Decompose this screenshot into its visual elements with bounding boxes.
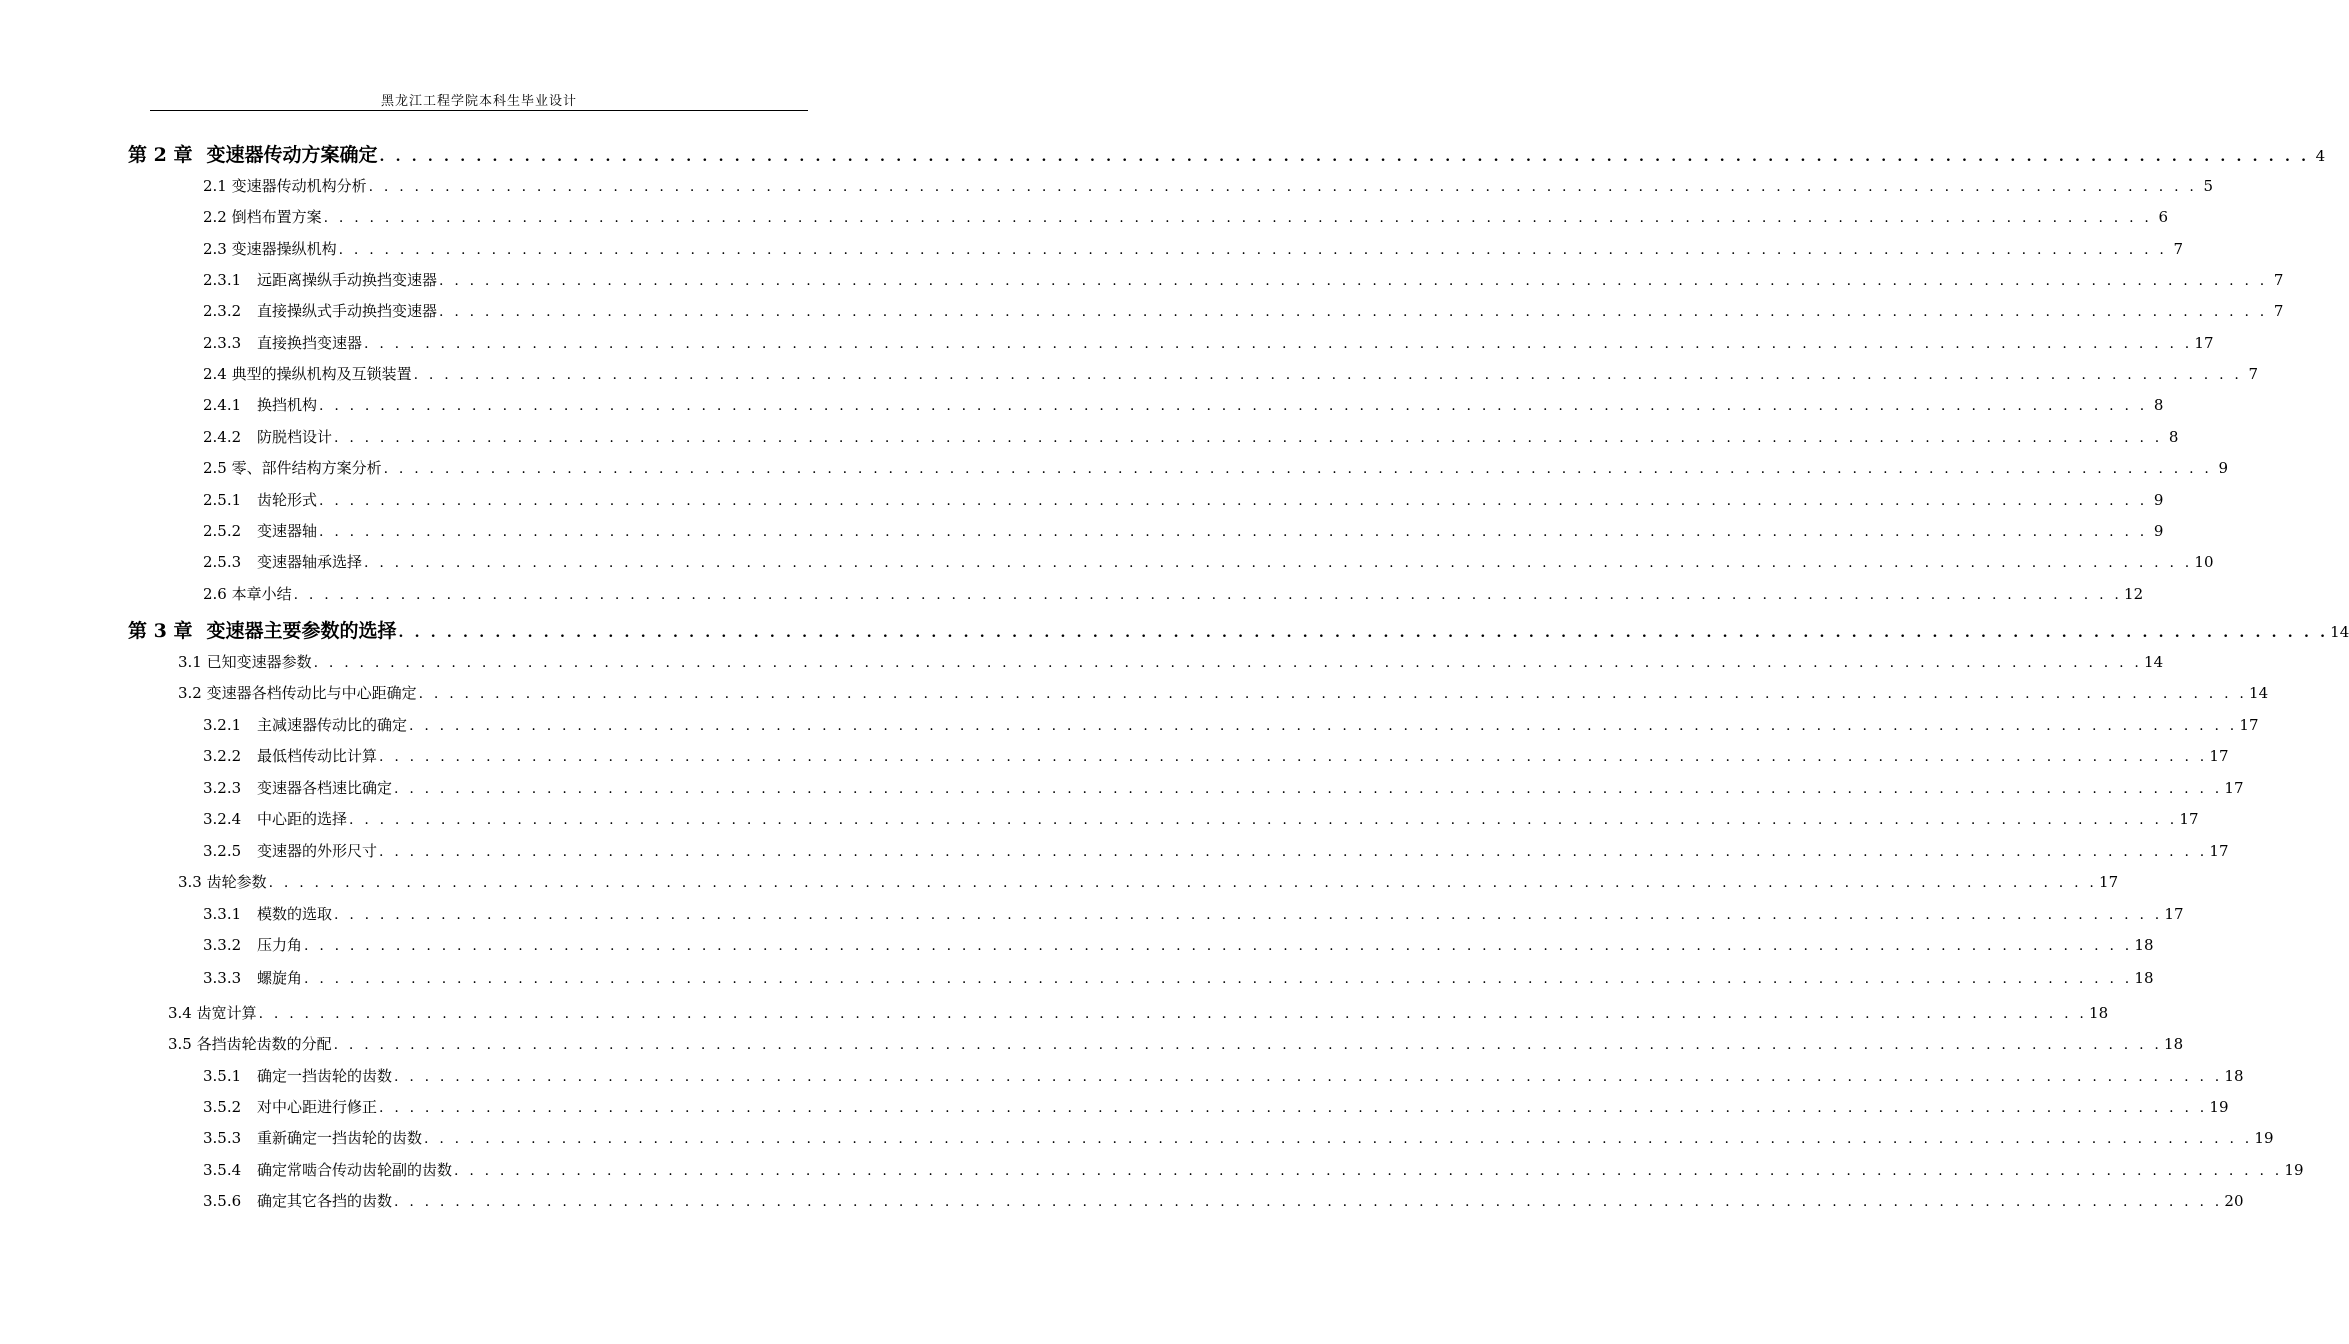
toc-entry-page: 4: [2315, 147, 2326, 165]
toc-entry-page: 18: [2164, 1035, 2184, 1053]
toc-entry[interactable]: [178, 682, 2269, 703]
toc-entry-title: 变速器轴承选择: [257, 553, 363, 571]
toc-entry-title: 2.3 变速器操纵机构: [203, 240, 337, 258]
toc-entry-page: 8: [2168, 428, 2179, 446]
toc-entry[interactable]: [203, 840, 2229, 861]
toc-entry-label: [203, 1127, 422, 1148]
toc-entry[interactable]: [203, 583, 2144, 604]
toc-entry-page: 18: [2134, 969, 2154, 987]
toc-entry-title: 变速器轴: [257, 522, 318, 540]
toc-entry-label: [203, 238, 337, 259]
toc-entry-page: 8: [2153, 396, 2164, 414]
toc-entry-title: 2.5 零、部件结构方案分析: [203, 459, 382, 477]
toc-entry[interactable]: [203, 1127, 2274, 1148]
toc-entry[interactable]: [203, 934, 2154, 955]
toc-entry-number: 3.5.3: [203, 1129, 242, 1147]
toc-entry-number: 3.5.4: [203, 1161, 242, 1179]
toc-entry-page: 17: [2224, 779, 2244, 797]
toc-entry-title: 3.2 变速器各档传动比与中心距确定: [178, 684, 417, 702]
toc-entry-title: 模数的选取: [257, 905, 333, 923]
toc-leader-dots: . . . . . . . . . . . . . . . . . . . . . . . . . . . . . . . . . . . . . . . . . . . . . . . . . . . . . . . . . . . . . . . . . . . . . . . . . . . . . . . . . . . . . . . . . . . . . . . . . . . . . . . . . . . . . . . . . . . . . . . .: [409, 718, 2238, 734]
toc-entry-label: [203, 777, 392, 798]
toc-entry-page: 19: [2254, 1129, 2274, 1147]
toc-entry-number: 3.3.3: [203, 969, 242, 987]
toc-entry-label: [203, 967, 302, 988]
toc-entry-page: 12: [2124, 585, 2144, 603]
toc-entry-label: [203, 332, 362, 353]
toc-leader-dots: . . . . . . . . . . . . . . . . . . . . . . . . . . . . . . . . . . . . . . . . . . . . . . . . . . . . . . . . . . . . . . . . . . . . . . . . . . . . . . . . . . . . . . . . . . . . . . . . . . . . . . . . . . . . . . . . . . . . . . . .: [394, 1194, 2223, 1210]
toc-entry-page: 17: [2209, 747, 2229, 765]
toc-entry-title: 直接换挡变速器: [257, 334, 363, 352]
toc-entry-number: 3.2.3: [203, 779, 242, 797]
toc-leader-dots: . . . . . . . . . . . . . . . . . . . . . . . . . . . . . . . . . . . . . . . . . . . . . . . . . . . . . . . . . . . . . . . . . . . . . . . . . . . . . . . . . . . . . . . . . . . . . . . . . . . . . . . . . . . . . . . . . . . . . . . .: [364, 555, 2193, 571]
toc-leader-dots: . . . . . . . . . . . . . . . . . . . . . . . . . . . . . . . . . . . . . . . . . . . . . . . . . . . . . . . . . . . . . . . . . . . . . . . . . . . . . . . . . . . . . . . . . . . . . . . . . . . . . . . . . . . . . . . . . . . . . . . .: [334, 907, 2163, 923]
toc-entry-number: 第 3 章: [128, 620, 193, 642]
toc-entry-label: [203, 808, 347, 829]
toc-entry[interactable]: [203, 426, 2179, 447]
toc-entry-page: 9: [2153, 522, 2164, 540]
toc-leader-dots: . . . . . . . . . . . . . . . . . . . . . . . . . . . . . . . . . . . . . . . . . . . . . . . . . . . . . . . . . . . . . . . . . . . . . . . . . . . . . . . . . . . . . . . . . . . . . . . . . . . . . . . . . . . . . . . . . . . . . . . .: [364, 336, 2193, 352]
toc-entry[interactable]: [203, 777, 2244, 798]
toc-leader-dots: . . . . . . . . . . . . . . . . . . . . . . . . . . . . . . . . . . . . . . . . . . . . . . . . . . . . . . . . . . . . . . . . . . . . . . . . . . . . . . . . . . . . . . . . . . . . . . . . . . . . . . . . . . . . . . . . . . . . . . . .: [304, 938, 2133, 954]
toc-entry-title: 主减速器传动比的确定: [257, 716, 408, 734]
page-header-title: 黑龙江工程学院本科生毕业设计: [380, 94, 577, 109]
toc-entry-page: 17: [2164, 905, 2184, 923]
toc-entry[interactable]: [178, 871, 2119, 892]
toc-leader-dots: . . . . . . . . . . . . . . . . . . . . . . . . . . . . . . . . . . . . . . . . . . . . . . . . . . . . . . . . . . . . . . . . . . . . . . . . . . . . . . . . . . . . . . . . . . . . . . . . . . . . . . . . . . . . . . . . . . . . . . . .: [379, 844, 2208, 860]
toc-entry-page: 18: [2089, 1004, 2109, 1022]
toc-entry-title: 3.5 各挡齿轮齿数的分配: [168, 1035, 332, 1053]
toc-entry-number: 3.2.1: [203, 716, 242, 734]
toc-leader-dots: . . . . . . . . . . . . . . . . . . . . . . . . . . . . . . . . . . . . . . . . . . . . . . . . . . . . . . . . . . . . . . . . . . . . . . . . . . . . . . . . . . . . . . . . . . . . . . . . . . . . . . . . . . . . . . . . . . . . . . . .: [323, 210, 2153, 226]
toc-entry-page: 19: [2284, 1161, 2304, 1179]
toc-leader-dots: . . . . . . . . . . . . . . . . . . . . . . . . . . . . . . . . . . . . . . . . . . . . . . . . . . . . . . . . . . . . . . . . . . . . . . . . . . . . . . . . . . . . . . . . . . . . . . . . . . . . . . . . . . . . . . . . . . . . . . . .: [418, 686, 2248, 702]
toc-entry-page: 17: [2179, 810, 2199, 828]
toc-entry-title: 2.6 本章小结: [203, 585, 292, 603]
toc-leader-dots: . . . . . . . . . . . . . . . . . . . . . . . . . . . . . . . . . . . . . . . . . . . . . . . . . . . . . . . . . . . . . . . . . . . . . . . . . . . . . . . . . . . . . . . . . . . . . . . . . . . . . . . . . . . . . . . . . . . . . . . .: [349, 812, 2178, 828]
toc-entry-page: 18: [2224, 1067, 2244, 1085]
toc-entry-page: 17: [2209, 842, 2229, 860]
toc-entry[interactable]: [203, 714, 2259, 735]
toc-entry[interactable]: [203, 238, 2184, 259]
toc-entry-title: 确定其它各挡的齿数: [257, 1192, 393, 1210]
toc-entry-number: 2.3.2: [203, 302, 242, 320]
toc-entry-title: 对中心距进行修正: [257, 1098, 378, 1116]
toc-leader-dots: . . . . . . . . . . . . . . . . . . . . . . . . . . . . . . . . . . . . . . . . . . . . . . . . . . . . . . . . . . . . . . . . . . . . . . . . . . . . . . . . . . . . . . . . . . . . . . . . . . . . . . . . . . . . . . . . . . . . . . . .: [379, 749, 2208, 765]
toc-entry-title: 防脱档设计: [257, 428, 333, 446]
toc-entry-label: [203, 1065, 392, 1086]
header-divider: [150, 110, 808, 111]
toc-entry[interactable]: [203, 903, 2184, 924]
toc-entry-title: 重新确定一挡齿轮的齿数: [257, 1129, 423, 1147]
toc-leader-dots: . . . . . . . . . . . . . . . . . . . . . . . . . . . . . . . . . . . . . . . . . . . . . . . . . . . . . . . . . . . . . . . . . . . . . . . . . . . . . . . . . . . . . . . . . . . . . . . . . . . . . . . . . . . . . . . . . . . . . . . .: [333, 1037, 2163, 1053]
toc-entry-page: 7: [2273, 302, 2284, 320]
toc-leader-dots: . . . . . . . . . . . . . . . . . . . . . . . . . . . . . . . . . . . . . . . . . . . . . . . . . . . . . . . . . . . . . . . . . . . . . . . . . . . . . . . . . . . . . . . . . . . . . . . . . . . . . . . . . . . . . . . . . . . . . . . .: [439, 273, 2268, 289]
toc-leader-dots: . . . . . . . . . . . . . . . . . . . . . . . . . . . . . . . . . . . . . . . . . . . . . . . . . . . . . . . . . . . . . . . . . . . . . . . . . . . . . . . . . . . . . . . . . . . . . . . . . . . . . . . . . . . . . . . . . . . . . . . .: [454, 1163, 2283, 1179]
toc-entry-label: [203, 903, 332, 924]
toc-entry-label: [203, 520, 317, 541]
toc-leader-dots: . . . . . . . . . . . . . . . . . . . . . . . . . . . . . . . . . . . . . . . . . . . . . . . . . . . . . . . . . . . . . . . . . . . . . . . . . . . . . . . . . . . . . . . . . . . . . . . . . . . . . . . . . . . . . . . . . . . . . . . .: [394, 781, 2223, 797]
toc-entry-label: [128, 140, 377, 167]
toc-entry[interactable]: [168, 1002, 2109, 1023]
toc-entry-title: 远距离操纵手动换挡变速器: [257, 271, 438, 289]
toc-entry-label: [203, 457, 382, 478]
toc-entry[interactable]: [203, 808, 2199, 829]
toc-entry-label: [203, 934, 302, 955]
toc-entry-page: 6: [2158, 208, 2169, 226]
toc-leader-dots: . . . . . . . . . . . . . . . . . . . . . . . . . . . . . . . . . . . . . . . . . . . . . . . . . . . . . . . . . . . . . . . . . . . . . . . . . . . . . . . . . . . . . . . . . . . . . . . . . . . . . . . . . . . . . . . . . . . . . . . .: [368, 179, 2198, 195]
toc-entry-label: [203, 1159, 452, 1180]
toc-entry-number: 第 2 章: [128, 144, 193, 166]
toc-entry[interactable]: [203, 520, 2164, 541]
toc-leader-dots: . . . . . . . . . . . . . . . . . . . . . . . . . . . . . . . . . . . . . . . . . . . . . . . . . . . . . . . . . . . . . . . . . . . . . . . . . . . . . . . . . . . . . . . . . . . . . . . . . . . . . . . . . . . . . . . . . . . . . . . .: [398, 625, 2329, 641]
toc-entry-label: [203, 269, 437, 290]
toc-leader-dots: . . . . . . . . . . . . . . . . . . . . . . . . . . . . . . . . . . . . . . . . . . . . . . . . . . . . . . . . . . . . . . . . . . . . . . . . . . . . . . . . . . . . . . . . . . . . . . . . . . . . . . . . . . . . . . . . . . . . . . . .: [394, 1069, 2223, 1085]
toc-entry-page: 7: [2273, 271, 2284, 289]
toc-entry[interactable]: [203, 745, 2229, 766]
toc-entry-label: [203, 363, 412, 384]
toc-entry-number: 2.3.3: [203, 334, 242, 352]
toc-entry-label: [203, 1190, 392, 1211]
toc-entry-label: [203, 300, 437, 321]
toc-leader-dots: . . . . . . . . . . . . . . . . . . . . . . . . . . . . . . . . . . . . . . . . . . . . . . . . . . . . . . . . . . . . . . . . . . . . . . . . . . . . . . . . . . . . . . . . . . . . . . . . . . . . . . . . . . . . . . . . . . . . . . . .: [439, 304, 2268, 320]
toc-entry-page: 14: [2330, 623, 2349, 641]
toc-entry-title: 确定常啮合传动齿轮副的齿数: [257, 1161, 453, 1179]
toc-entry[interactable]: [128, 140, 2326, 167]
toc-entry[interactable]: [203, 269, 2284, 290]
toc-entry-number: 3.2.4: [203, 810, 242, 828]
toc-entry-page: 17: [2099, 873, 2119, 891]
toc-entry[interactable]: [203, 489, 2164, 510]
toc-entry-label: [203, 1096, 377, 1117]
toc-entry-title: 变速器主要参数的选择: [206, 620, 397, 642]
toc-entry-title: 中心距的选择: [257, 810, 348, 828]
toc-entry-label: [203, 489, 317, 510]
toc-entry-title: 压力角: [257, 936, 303, 954]
toc-entry-title: 2.1 变速器传动机构分析: [203, 177, 367, 195]
toc-entry-page: 17: [2194, 334, 2214, 352]
toc-entry-label: [203, 840, 377, 861]
toc-entry-number: 3.2.2: [203, 747, 242, 765]
toc-entry[interactable]: [203, 300, 2284, 321]
toc-entry-title: 3.1 已知变速器参数: [178, 653, 312, 671]
toc-leader-dots: . . . . . . . . . . . . . . . . . . . . . . . . . . . . . . . . . . . . . . . . . . . . . . . . . . . . . . . . . . . . . . . . . . . . . . . . . . . . . . . . . . . . . . . . . . . . . . . . . . . . . . . . . . . . . . . . . . . . . . . .: [338, 242, 2168, 258]
toc-entry[interactable]: [203, 394, 2164, 415]
toc-entry-page: 10: [2194, 553, 2214, 571]
toc-entry-title: 2.2 倒档布置方案: [203, 208, 322, 226]
toc-entry-title: 最低档传动比计算: [257, 747, 378, 765]
toc-entry-title: 齿轮形式: [257, 491, 318, 509]
toc-entry-page: 20: [2224, 1192, 2244, 1210]
toc-entry-label: [203, 175, 367, 196]
toc-entry[interactable]: [203, 551, 2214, 572]
toc-entry-number: 2.5.1: [203, 491, 242, 509]
toc-entry-number: 2.5.2: [203, 522, 242, 540]
toc-entry-label: [203, 583, 292, 604]
toc-entry-page: 7: [2248, 365, 2259, 383]
toc-entry-title: 变速器各档速比确定: [257, 779, 393, 797]
toc-entry-label: [168, 1002, 257, 1023]
toc-entry-number: 3.5.6: [203, 1192, 242, 1210]
toc-leader-dots: . . . . . . . . . . . . . . . . . . . . . . . . . . . . . . . . . . . . . . . . . . . . . . . . . . . . . . . . . . . . . . . . . . . . . . . . . . . . . . . . . . . . . . . . . . . . . . . . . . . . . . . . . . . . . . . . . . . . . . . .: [319, 493, 2148, 509]
toc-entry-number: 2.4.2: [203, 428, 242, 446]
toc-entry-number: 3.5.1: [203, 1067, 242, 1085]
toc-entry-title: 变速器的外形尺寸: [257, 842, 378, 860]
toc-entry[interactable]: [203, 332, 2214, 353]
toc-entry-page: 18: [2134, 936, 2154, 954]
toc-entry-title: 3.4 齿宽计算: [168, 1004, 257, 1022]
toc-entry-title: 确定一挡齿轮的齿数: [257, 1067, 393, 1085]
toc-leader-dots: . . . . . . . . . . . . . . . . . . . . . . . . . . . . . . . . . . . . . . . . . . . . . . . . . . . . . . . . . . . . . . . . . . . . . . . . . . . . . . . . . . . . . . . . . . . . . . . . . . . . . . . . . . . . . . . . . . . . . . . .: [334, 430, 2163, 446]
toc-leader-dots: . . . . . . . . . . . . . . . . . . . . . . . . . . . . . . . . . . . . . . . . . . . . . . . . . . . . . . . . . . . . . . . . . . . . . . . . . . . . . . . . . . . . . . . . . . . . . . . . . . . . . . . . . . . . . . . . . . . . . . . .: [424, 1131, 2253, 1147]
toc-leader-dots: . . . . . . . . . . . . . . . . . . . . . . . . . . . . . . . . . . . . . . . . . . . . . . . . . . . . . . . . . . . . . . . . . . . . . . . . . . . . . . . . . . . . . . . . . . . . . . . . . . . . . . . . . . . . . . . . . . . . . . . .: [319, 524, 2148, 540]
toc-entry[interactable]: [203, 1096, 2229, 1117]
toc-leader-dots: . . . . . . . . . . . . . . . . . . . . . . . . . . . . . . . . . . . . . . . . . . . . . . . . . . . . . . . . . . . . . . . . . . . . . . . . . . . . . . . . . . . . . . . . . . . . . . . . . . . . . . . . . . . . . . . . . . . . . . . .: [413, 367, 2243, 383]
toc-entry[interactable]: [203, 1065, 2244, 1086]
toc-entry-title: 变速器传动方案确定: [206, 144, 378, 166]
toc-entry-title: 直接操纵式手动换挡变速器: [257, 302, 438, 320]
toc-entry[interactable]: [203, 363, 2259, 384]
toc-entry-number: 2.5.3: [203, 553, 242, 571]
toc-entry-page: 9: [2153, 491, 2164, 509]
toc-entry[interactable]: [203, 457, 2229, 478]
toc-entry-title: 2.4 典型的操纵机构及互锁装置: [203, 365, 412, 383]
toc-leader-dots: . . . . . . . . . . . . . . . . . . . . . . . . . . . . . . . . . . . . . . . . . . . . . . . . . . . . . . . . . . . . . . . . . . . . . . . . . . . . . . . . . . . . . . . . . . . . . . . . . . . . . . . . . . . . . . . . . . . . . . . .: [379, 1100, 2208, 1116]
toc-entry-page: 7: [2173, 240, 2184, 258]
toc-leader-dots: . . . . . . . . . . . . . . . . . . . . . . . . . . . . . . . . . . . . . . . . . . . . . . . . . . . . . . . . . . . . . . . . . . . . . . . . . . . . . . . . . . . . . . . . . . . . . . . . . . . . . . . . . . . . . . . . . . . . . . . .: [383, 461, 2213, 477]
toc-entry-title: 换挡机构: [257, 396, 318, 414]
toc-entry-page: 19: [2209, 1098, 2229, 1116]
toc-entry-page: 14: [2249, 684, 2269, 702]
toc-entry-label: [203, 394, 317, 415]
toc-entry[interactable]: [203, 206, 2169, 227]
toc-leader-dots: . . . . . . . . . . . . . . . . . . . . . . . . . . . . . . . . . . . . . . . . . . . . . . . . . . . . . . . . . . . . . . . . . . . . . . . . . . . . . . . . . . . . . . . . . . . . . . . . . . . . . . . . . . . . . . . . . . . . . . . .: [304, 971, 2133, 987]
toc-entry[interactable]: [128, 616, 2349, 643]
toc-entry-number: 3.3.1: [203, 905, 242, 923]
toc-entry-page: 9: [2218, 459, 2229, 477]
toc-entry-label: [178, 871, 267, 892]
toc-entry[interactable]: [203, 1190, 2244, 1211]
toc-entry-label: [203, 714, 407, 735]
toc-leader-dots: . . . . . . . . . . . . . . . . . . . . . . . . . . . . . . . . . . . . . . . . . . . . . . . . . . . . . . . . . . . . . . . . . . . . . . . . . . . . . . . . . . . . . . . . . . . . . . . . . . . . . . . . . . . . . . . . . . . . . . . .: [379, 149, 2310, 165]
toc-leader-dots: . . . . . . . . . . . . . . . . . . . . . . . . . . . . . . . . . . . . . . . . . . . . . . . . . . . . . . . . . . . . . . . . . . . . . . . . . . . . . . . . . . . . . . . . . . . . . . . . . . . . . . . . . . . . . . . . . . . . . . . .: [313, 655, 2143, 671]
toc-entry-label: [203, 551, 362, 572]
toc-entry-label: [128, 616, 396, 643]
toc-entry[interactable]: [178, 651, 2164, 672]
toc-entry-label: [178, 682, 417, 703]
toc-entry-label: [203, 745, 377, 766]
toc-leader-dots: . . . . . . . . . . . . . . . . . . . . . . . . . . . . . . . . . . . . . . . . . . . . . . . . . . . . . . . . . . . . . . . . . . . . . . . . . . . . . . . . . . . . . . . . . . . . . . . . . . . . . . . . . . . . . . . . . . . . . . . .: [293, 587, 2123, 603]
toc-entry[interactable]: [168, 1033, 2184, 1054]
toc-leader-dots: . . . . . . . . . . . . . . . . . . . . . . . . . . . . . . . . . . . . . . . . . . . . . . . . . . . . . . . . . . . . . . . . . . . . . . . . . . . . . . . . . . . . . . . . . . . . . . . . . . . . . . . . . . . . . . . . . . . . . . . .: [258, 1006, 2088, 1022]
toc-entry-number: 2.3.1: [203, 271, 242, 289]
toc-entry-number: 3.3.2: [203, 936, 242, 954]
toc-entry-page: 17: [2239, 716, 2259, 734]
toc-entry-title: 螺旋角: [257, 969, 303, 987]
toc-entry-number: 2.4.1: [203, 396, 242, 414]
toc-leader-dots: . . . . . . . . . . . . . . . . . . . . . . . . . . . . . . . . . . . . . . . . . . . . . . . . . . . . . . . . . . . . . . . . . . . . . . . . . . . . . . . . . . . . . . . . . . . . . . . . . . . . . . . . . . . . . . . . . . . . . . . .: [268, 875, 2098, 891]
toc-entry[interactable]: [203, 175, 2214, 196]
toc-entry-label: [203, 426, 332, 447]
toc-entry-page: 5: [2203, 177, 2214, 195]
toc-entry-title: 3.3 齿轮参数: [178, 873, 267, 891]
toc-entry[interactable]: [203, 1159, 2304, 1180]
toc-entry-label: [178, 651, 312, 672]
toc-entry-number: 3.2.5: [203, 842, 242, 860]
toc-entry-page: 14: [2144, 653, 2164, 671]
toc-leader-dots: . . . . . . . . . . . . . . . . . . . . . . . . . . . . . . . . . . . . . . . . . . . . . . . . . . . . . . . . . . . . . . . . . . . . . . . . . . . . . . . . . . . . . . . . . . . . . . . . . . . . . . . . . . . . . . . . . . . . . . . .: [319, 398, 2148, 414]
toc-entry-number: 3.5.2: [203, 1098, 242, 1116]
toc-entry-label: [203, 206, 322, 227]
toc-entry-label: [168, 1033, 332, 1054]
toc-entry[interactable]: [203, 967, 2154, 988]
